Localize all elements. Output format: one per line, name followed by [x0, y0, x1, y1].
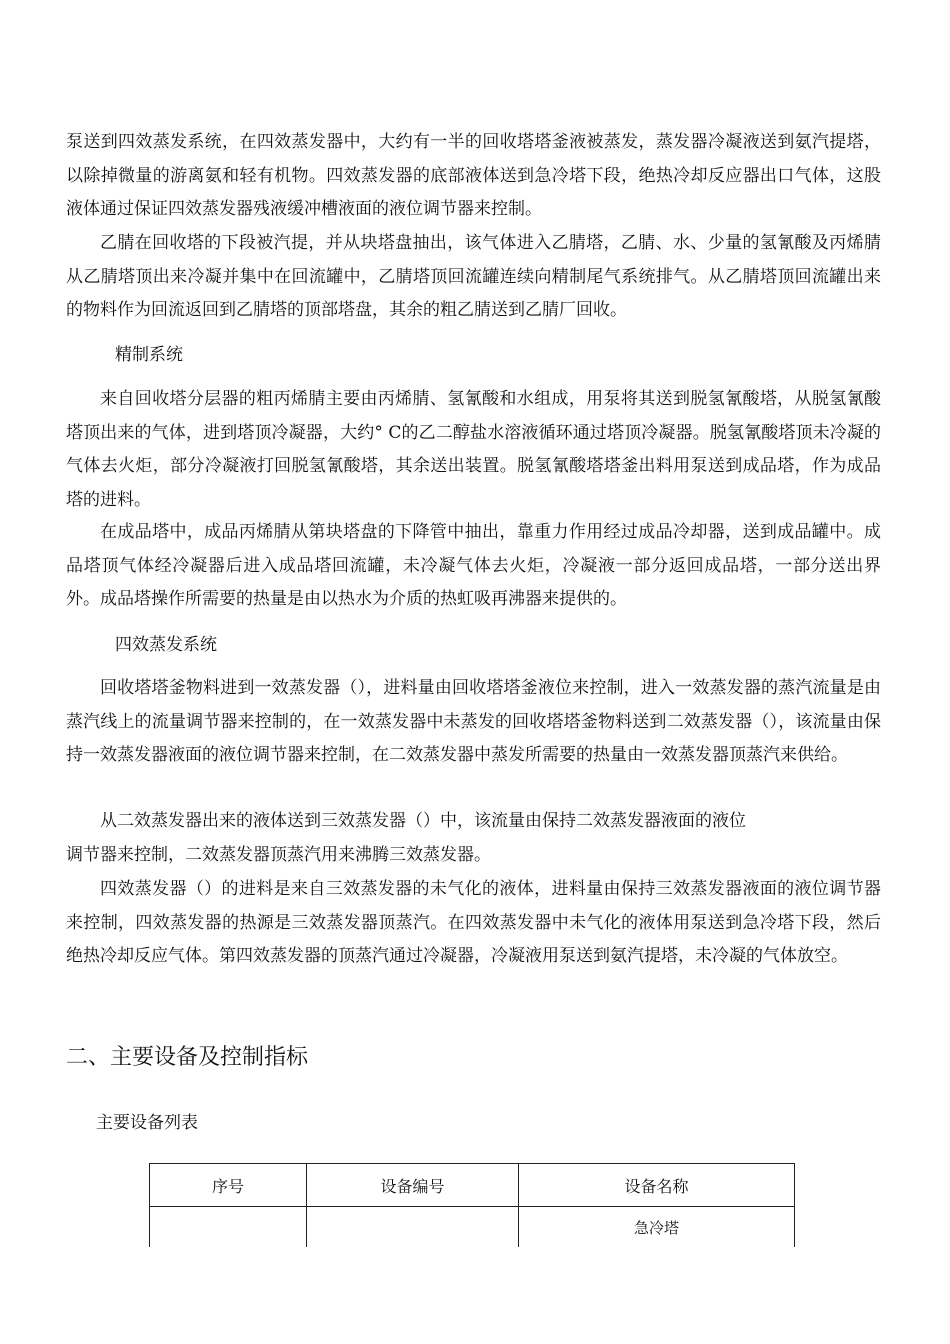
header-equipment-id: 设备编号 [307, 1164, 519, 1207]
table-row [150, 1207, 795, 1248]
paragraph-fourth-effect: 四效蒸发器（）的进料是来自三效蒸发器的未气化的液体，进料量由保持三效蒸发器液面的液位调节器来控制，四效蒸发器的热源是三效蒸发器顶蒸汽。在四效蒸发器中未气化的液体用泵送到急冷塔下段，然后绝热冷却反应气体。第四效蒸发器的顶蒸汽通过冷凝器，冷凝液用泵送到氨汽提塔，未冷凝的气体放空。 [66, 879, 881, 966]
paragraph-dehydrocyanation: 来自回收塔分层器的粗丙烯腈主要由丙烯腈、氢氰酸和水组成，用泵将其送到脱氢氰酸塔，从脱氢氰酸塔顶出来的气体，进到塔顶冷凝器，大约° C的乙二醇盐水溶液循环通过塔顶冷凝器。脱氢氰酸塔顶未冷凝的气体去火炬，部分冷凝液打回脱氢氰酸塔，其余送出装置。脱氢氰酸塔塔釜出料用泵送到成品塔，作为成品塔的进料。 [66, 389, 881, 510]
paragraph-second-effect-continued: 调节器来控制，二效蒸发器顶蒸汽用来沸腾三效蒸发器。 [66, 845, 491, 865]
cell-equipment-name: 急冷塔 [519, 1207, 795, 1248]
table-header-row [150, 1164, 795, 1207]
paragraph-acetonitrile: 乙腈在回收塔的下段被汽提，并从块塔盘抽出，该气体进入乙腈塔，乙腈、水、少量的氢氰酸及丙烯腈从乙腈塔顶出来冷凝并集中在回流罐中，乙腈塔顶回流罐连续向精制尾气系统排气。从乙腈塔顶回流罐出来的物料作为回流返回到乙腈塔的顶部塔盘，其余的粗乙腈送到乙腈厂回收。 [66, 233, 881, 320]
header-serial-number: 序号 [150, 1164, 307, 1207]
section-heading: 二、主要设备及控制指标 [66, 1045, 309, 1070]
header-equipment-name: 设备名称 [519, 1164, 795, 1207]
paragraph-evaporation-continued: 泵送到四效蒸发系统，在四效蒸发器中，大约有一半的回收塔塔釜液被蒸发，蒸发器冷凝液送到氨汽提塔，以除掉微量的游离氨和轻有机物。四效蒸发器的底部液体送到急冷塔下段，绝热冷却反应器出口气体，这股液体通过保证四效蒸发器残液缓冲槽液面的液位调节器来控制。 [66, 132, 881, 219]
paragraph-second-effect: 从二效蒸发器出来的液体送到三效蒸发器（）中，该流量由保持二效蒸发器液面的液位 [100, 811, 746, 831]
cell-serial-number [150, 1207, 307, 1248]
table-caption: 主要设备列表 [96, 1113, 198, 1133]
paragraph-first-effect: 回收塔塔釜物料进到一效蒸发器（），进料量由回收塔塔釜液位来控制，进入一效蒸发器的蒸汽流量是由蒸汽线上的流量调节器来控制的，在一效蒸发器中未蒸发的回收塔塔釜物料送到二效蒸发器（），该流量由保持一效蒸发器液面的液位调节器来控制，在二效蒸发器中蒸发所需要的热量由一效蒸发器顶蒸汽来供给。 [66, 678, 881, 765]
equipment-table [149, 1163, 795, 1247]
paragraph-product-tower: 在成品塔中，成品丙烯腈从第块塔盘的下降管中抽出，靠重力作用经过成品冷却器，送到成品罐中。成品塔顶气体经冷凝器后进入成品塔回流罐，未冷凝气体去火炬，冷凝液一部分返回成品塔，一部分送出界外。成品塔操作所需要的热量是由以热水为介质的热虹吸再沸器来提供的。 [66, 522, 881, 609]
subheading-refining-system: 精制系统 [115, 345, 183, 365]
subheading-four-effect-evaporation: 四效蒸发系统 [115, 635, 217, 655]
cell-equipment-id [307, 1207, 519, 1248]
